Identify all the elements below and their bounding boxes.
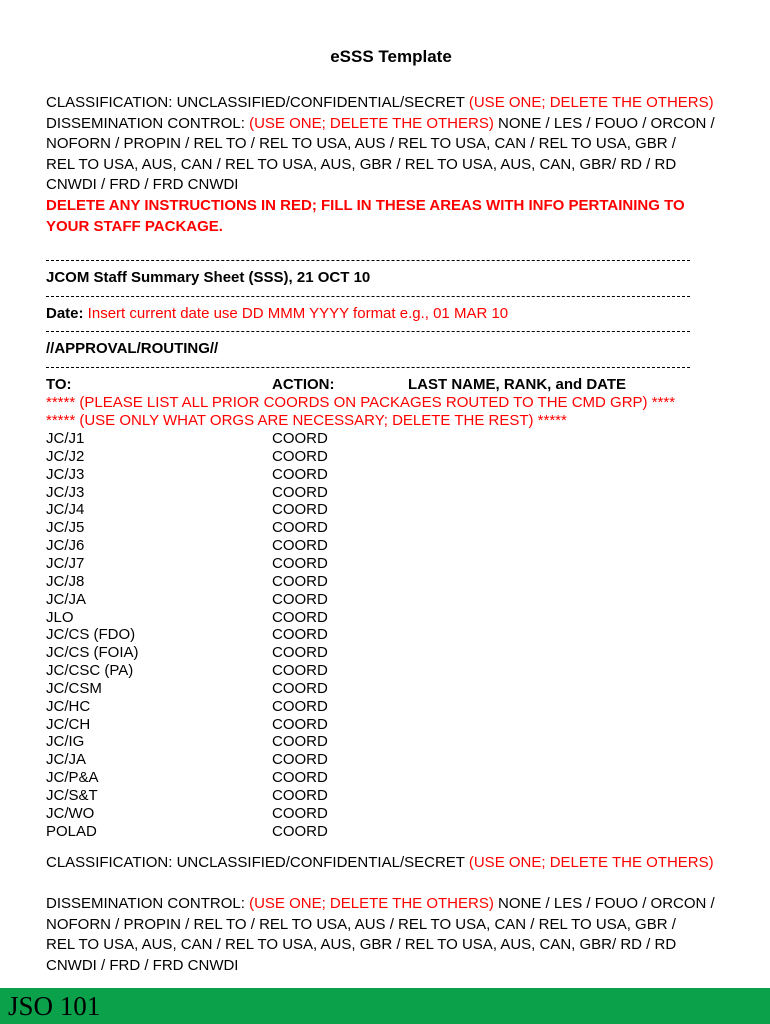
routing-org: JC/JA — [46, 590, 87, 608]
routing-row — [46, 484, 736, 502]
routing-org: JC/J6 — [46, 537, 85, 555]
separator-line — [46, 296, 690, 297]
routing-org: JC/CSM — [46, 679, 102, 697]
routing-row — [46, 787, 736, 805]
dissemination-note: (USE ONE; DELETE THE OTHERS) — [249, 114, 494, 132]
classification-label: CLASSIFICATION: UNCLASSIFIED/CONFIDENTIAL/SECRET — [46, 854, 469, 871]
classification-note: (USE ONE; DELETE THE OTHERS) — [468, 854, 714, 871]
routing-row — [46, 573, 736, 591]
routing-action: COORD — [272, 822, 328, 840]
routing-action: COORD — [272, 501, 328, 519]
separator-line — [46, 260, 690, 261]
name-column-header: LAST NAME, RANK, and DATE — [408, 376, 627, 393]
dissemination-options: NONE / LES / FOUO / ORCON / — [493, 895, 715, 912]
routing-org: JC/J1 — [46, 430, 85, 447]
routing-row — [46, 555, 736, 573]
routing-row — [46, 644, 736, 662]
routing-row — [46, 609, 736, 627]
routing-org: JC/JA — [46, 751, 87, 769]
routing-action: COORD — [272, 519, 328, 537]
sss-heading: JCOM Staff Summary Sheet (SSS), 21 OCT 10 — [46, 269, 371, 286]
dissemination-line-2: NOFORN / PROPIN / REL TO / REL TO USA, AUS / REL TO USA, CAN / REL TO USA, GBR / — [46, 915, 676, 933]
routing-org: JC/J5 — [46, 519, 85, 537]
dissemination-line-2: NOFORN / PROPIN / REL TO / REL TO USA, AUS / REL TO USA, CAN / REL TO USA, GBR / — [46, 135, 676, 153]
routing-row — [46, 448, 736, 466]
dissemination-line-3: REL TO USA, AUS, CAN / REL TO USA, AUS, GBR / REL TO USA, AUS, CAN, GBR/ RD / RD — [46, 155, 677, 173]
separator-line — [46, 367, 690, 368]
to-column-header: TO: — [46, 376, 72, 393]
dissemination-line-4: CNWDI / FRD / FRD CNWDI — [46, 176, 239, 194]
routing-action: COORD — [272, 430, 328, 447]
routing-org: JC/S&T — [46, 787, 98, 804]
routing-action: COORD — [272, 608, 328, 626]
routing-org: POLAD — [46, 822, 97, 840]
routing-action: COORD — [272, 554, 328, 572]
routing-org: JLO — [46, 608, 74, 626]
classification-label: CLASSIFICATION: UNCLASSIFIED/CONFIDENTIAL/SECRET — [46, 94, 469, 111]
date-label: Date: — [46, 305, 84, 322]
routing-org: JC/J8 — [46, 572, 85, 590]
routing-action: COORD — [272, 537, 328, 555]
bottom-classification-line — [46, 853, 736, 874]
routing-row — [46, 466, 736, 484]
routing-action: COORD — [272, 697, 328, 715]
routing-org: JC/P&A — [46, 769, 99, 787]
routing-row — [46, 626, 736, 644]
approval-heading: //APPROVAL/ROUTING// — [46, 340, 219, 357]
routing-row — [46, 823, 736, 841]
routing-org: JC/WO — [46, 804, 95, 822]
routing-header — [46, 376, 736, 394]
routing-row — [46, 519, 736, 537]
routing-action: COORD — [272, 483, 328, 501]
routing-row — [46, 680, 736, 698]
classification-note: (USE ONE; DELETE THE OTHERS) — [468, 94, 714, 111]
routing-org: JC/IG — [46, 733, 85, 751]
routing-action: COORD — [272, 447, 328, 465]
footer-bar — [0, 988, 770, 1024]
dissemination-label: DISSEMINATION CONTROL: — [46, 895, 250, 912]
classification-line — [46, 93, 736, 114]
routing-action: COORD — [272, 769, 328, 787]
routing-row — [46, 591, 736, 609]
routing-note-2: ***** (USE ONLY WHAT ORGS ARE NECESSARY; DELETE THE REST) ***** — [46, 412, 567, 429]
routing-action: COORD — [272, 804, 328, 822]
top-classification-block — [46, 93, 736, 237]
routing-row — [46, 769, 736, 787]
dissemination-options: NONE / LES / FOUO / ORCON / — [493, 114, 715, 132]
routing-org: JC/J7 — [46, 554, 85, 572]
routing-action: COORD — [272, 787, 328, 804]
date-note: Insert current date use DD MMM YYYY format e.g., 01 MAR 10 — [83, 305, 509, 322]
routing-row — [46, 805, 736, 823]
dissemination-line-4: CNWDI / FRD / FRD CNWDI — [46, 956, 239, 974]
routing-org: JC/J2 — [46, 447, 85, 465]
routing-action: COORD — [272, 590, 328, 608]
routing-org: JC/CSC (PA) — [46, 662, 134, 680]
routing-action: COORD — [272, 715, 328, 733]
routing-org: JC/CH — [46, 715, 91, 733]
dissemination-note: (USE ONE; DELETE THE OTHERS) — [249, 895, 494, 912]
dissemination-label: DISSEMINATION CONTROL: — [46, 114, 250, 132]
dissemination-line-3: REL TO USA, AUS, CAN / REL TO USA, AUS, GBR / REL TO USA, AUS, CAN, GBR/ RD / RD — [46, 936, 677, 954]
page-title: eSSS Template — [330, 47, 452, 66]
action-column-header: ACTION: — [272, 376, 335, 393]
routing-row — [46, 716, 736, 734]
routing-org: JC/J4 — [46, 501, 85, 519]
instruction-line-1: DELETE ANY INSTRUCTIONS IN RED; FILL IN THESE AREAS WITH INFO PERTAINING TO — [46, 196, 685, 214]
routing-row — [46, 430, 736, 448]
routing-row — [46, 537, 736, 555]
routing-action: COORD — [272, 644, 328, 662]
routing-note-1: ***** (PLEASE LIST ALL PRIOR COORDS ON PACKAGES ROUTED TO THE CMD GRP) **** — [46, 394, 676, 411]
separator-line — [46, 331, 690, 332]
routing-row — [46, 662, 736, 680]
routing-action: COORD — [272, 626, 328, 644]
routing-org: JC/J3 — [46, 483, 85, 501]
routing-action: COORD — [272, 572, 328, 590]
routing-row — [46, 733, 736, 751]
routing-row — [46, 698, 736, 716]
routing-row — [46, 751, 736, 769]
footer-label: JSO 101 — [8, 991, 101, 1021]
date-line — [46, 305, 508, 322]
routing-org: JC/CS (FDO) — [46, 626, 136, 644]
routing-action: COORD — [272, 662, 328, 680]
instruction-line-2: YOUR STAFF PACKAGE. — [46, 217, 223, 235]
bottom-dissemination-block — [46, 894, 736, 976]
routing-action: COORD — [272, 465, 328, 483]
routing-action: COORD — [272, 733, 328, 751]
routing-row — [46, 501, 736, 519]
dissemination-line-1 — [46, 114, 736, 135]
routing-org: JC/CS (FOIA) — [46, 644, 139, 662]
dissemination-line-1 — [46, 894, 736, 915]
routing-action: COORD — [272, 751, 328, 769]
routing-org: JC/J3 — [46, 465, 85, 483]
routing-action: COORD — [272, 679, 328, 697]
routing-org: JC/HC — [46, 697, 91, 715]
